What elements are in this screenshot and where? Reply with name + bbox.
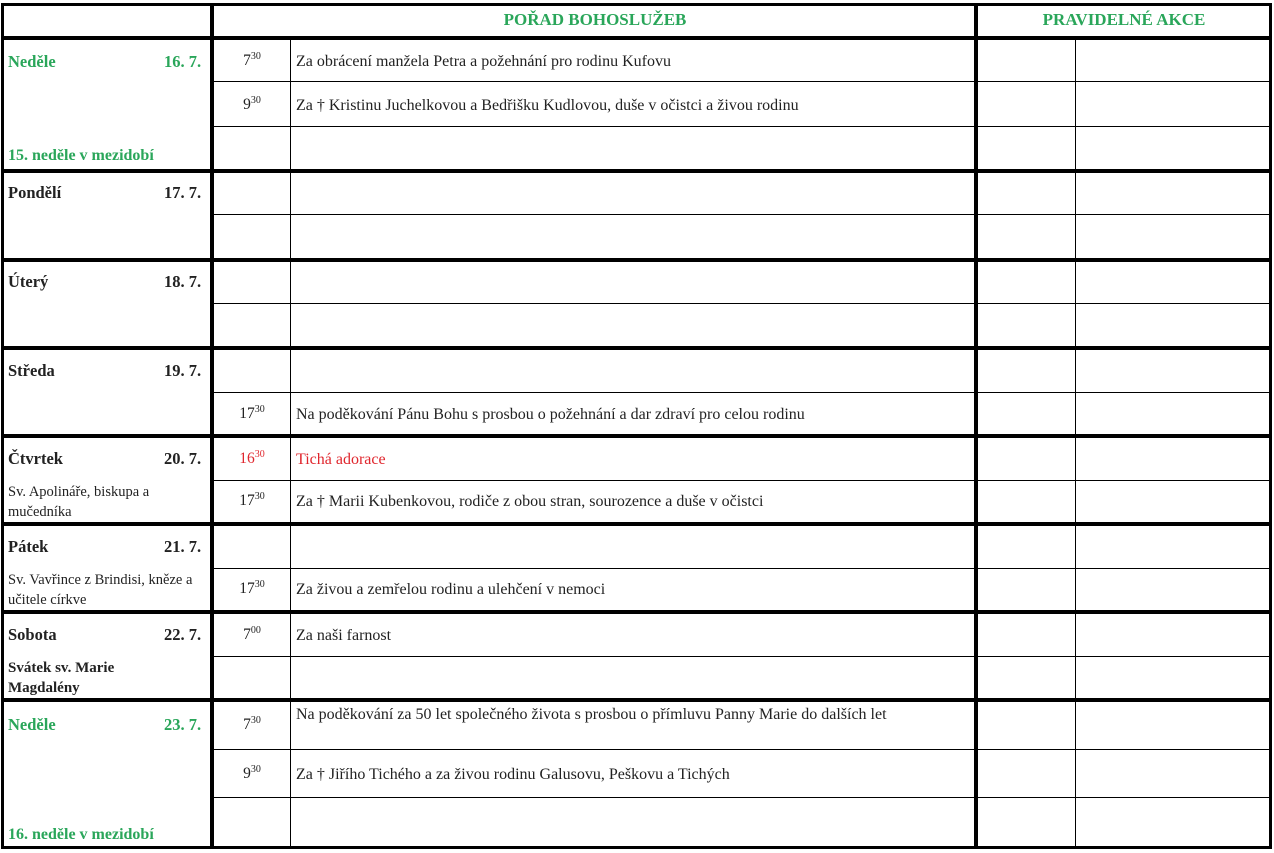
day-name: Čtvrtek bbox=[8, 449, 63, 468]
day-note: Sv. Apolináře, biskupa a mučedníka bbox=[8, 484, 150, 520]
mass-time: $7^{30}$ bbox=[243, 51, 261, 69]
mass-intention: Za † Marii Kubenkovou, rodiče z obou stran, sourozence a duše v očistci bbox=[296, 493, 764, 510]
mass-intention: Na poděkování Pánu Bohu s prosbou o požehnání a dar zdraví pro celou rodinu bbox=[296, 406, 805, 423]
mass-intention: Za † Jiřího Tichého a za živou rodinu Galusovu, Peškovu a Tichých bbox=[296, 766, 730, 783]
schedule-header: POŘAD BOHOSLUŽEB bbox=[503, 10, 687, 29]
day-name: Pondělí bbox=[8, 183, 62, 202]
day-name: Neděle bbox=[8, 52, 56, 71]
mass-intention: Za obrácení manžela Petra a požehnání pro rodinu Kufovu bbox=[296, 53, 671, 70]
day-date: 16. 7. bbox=[164, 52, 202, 71]
adoration-time: $16^{30}$ bbox=[239, 449, 265, 467]
mass-time: $9^{30}$ bbox=[243, 764, 261, 782]
day-date: 21. 7. bbox=[164, 537, 202, 556]
mass-intention: Na poděkování za 50 let společného života s prosbou o přímluvu Panny Marie do dalších let bbox=[296, 706, 887, 723]
day-note: Sv. Vavřince z Brindisi, kněze a učitele církve bbox=[8, 572, 193, 608]
day-date: 20. 7. bbox=[164, 449, 202, 468]
mass-time: $7^{00}$ bbox=[243, 625, 261, 643]
day-note: Svátek sv. Marie Magdalény bbox=[8, 660, 115, 696]
day-name: Úterý bbox=[8, 272, 49, 291]
mass-time: $17^{30}$ bbox=[239, 491, 265, 509]
mass-intention: Za živou a zemřelou rodinu a ulehčení v nemoci bbox=[296, 581, 606, 598]
day-name: Neděle bbox=[8, 715, 56, 734]
day-name: Sobota bbox=[8, 625, 57, 644]
mass-time: $17^{30}$ bbox=[239, 579, 265, 597]
day-date: 18. 7. bbox=[164, 272, 202, 291]
day-date: 22. 7. bbox=[164, 625, 202, 644]
mass-time: $9^{30}$ bbox=[243, 95, 261, 113]
mass-intention: Za naši farnost bbox=[296, 627, 392, 644]
day-date: 17. 7. bbox=[164, 183, 202, 202]
day-date: 19. 7. bbox=[164, 361, 202, 380]
mass-intention: Za † Kristinu Juchelkovou a Bedřišku Kudlovou, duše v očistci a živou rodinu bbox=[296, 97, 799, 114]
day-date: 23. 7. bbox=[164, 715, 202, 734]
day-name: Středa bbox=[8, 361, 55, 380]
regular-events-header: PRAVIDELNÉ AKCE bbox=[1042, 10, 1206, 29]
day-note: 15. neděle v mezidobí bbox=[8, 147, 154, 164]
day-note: 16. neděle v mezidobí bbox=[8, 826, 154, 843]
day-name: Pátek bbox=[8, 537, 49, 556]
mass-time: $17^{30}$ bbox=[239, 404, 265, 422]
mass-time: $7^{30}$ bbox=[243, 715, 261, 733]
adoration-label: Tichá adorace bbox=[296, 451, 386, 468]
